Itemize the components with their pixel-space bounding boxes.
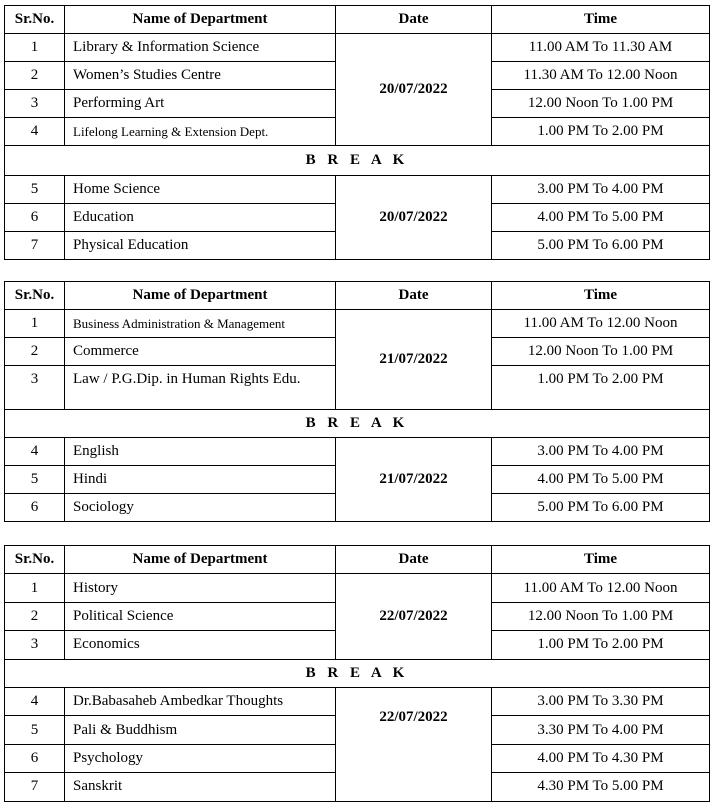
department-cell: Dr.Babasaheb Ambedkar Thoughts (65, 687, 336, 715)
table-row (5, 574, 710, 602)
table-row (5, 310, 710, 338)
time-cell: 3.30 PM To 4.00 PM (492, 716, 710, 744)
header-row (5, 6, 710, 34)
time-cell: 4.30 PM To 5.00 PM (492, 773, 710, 801)
break-row (5, 410, 710, 438)
header-time: Time (492, 6, 710, 34)
department-cell: Physical Education (65, 232, 336, 260)
table-row (5, 438, 710, 466)
department-cell: Sanskrit (65, 773, 336, 801)
department-cell: Psychology (65, 744, 336, 772)
time-cell: 12.00 Noon To 1.00 PM (492, 90, 710, 118)
department-cell: Performing Art (65, 90, 336, 118)
time-cell: 11.00 AM To 12.00 Noon (492, 310, 710, 338)
department-cell: Political Science (65, 602, 336, 630)
table-row (5, 176, 710, 204)
time-cell: 1.00 PM To 2.00 PM (492, 118, 710, 146)
header-row (5, 282, 710, 310)
header-department: Name of Department (65, 282, 336, 310)
department-cell: Economics (65, 631, 336, 659)
department-cell: Law / P.G.Dip. in Human Rights Edu. (65, 366, 336, 410)
date-cell: 20/07/2022 (336, 34, 492, 146)
sr-cell: 5 (5, 176, 65, 204)
time-cell: 4.00 PM To 4.30 PM (492, 744, 710, 772)
sr-cell: 1 (5, 34, 65, 62)
sr-cell: 6 (5, 204, 65, 232)
sr-cell: 2 (5, 62, 65, 90)
time-cell: 4.00 PM To 5.00 PM (492, 204, 710, 232)
header-sr: Sr.No. (5, 546, 65, 574)
sr-cell: 2 (5, 338, 65, 366)
date-cell: 22/07/2022 (336, 574, 492, 659)
sr-cell: 4 (5, 438, 65, 466)
department-cell: Pali & Buddhism (65, 716, 336, 744)
break-row (5, 659, 710, 687)
break-label: B R E A K (5, 146, 710, 176)
time-cell: 3.00 PM To 3.30 PM (492, 687, 710, 715)
table-row (5, 34, 710, 62)
sr-cell: 4 (5, 118, 65, 146)
department-cell: Sociology (65, 494, 336, 522)
sr-cell: 1 (5, 574, 65, 602)
sr-cell: 2 (5, 602, 65, 630)
department-cell: Hindi (65, 466, 336, 494)
schedule-table-day1 (4, 5, 710, 260)
date-cell: 20/07/2022 (336, 176, 492, 260)
time-cell: 1.00 PM To 2.00 PM (492, 631, 710, 659)
sr-cell: 7 (5, 773, 65, 801)
schedule-table-day3 (4, 545, 710, 802)
time-cell: 1.00 PM To 2.00 PM (492, 366, 710, 410)
sr-cell: 3 (5, 366, 65, 410)
header-time: Time (492, 282, 710, 310)
time-cell: 4.00 PM To 5.00 PM (492, 466, 710, 494)
sr-cell: 1 (5, 310, 65, 338)
sr-cell: 3 (5, 631, 65, 659)
date-cell: 21/07/2022 (336, 438, 492, 522)
header-time: Time (492, 546, 710, 574)
time-cell: 12.00 Noon To 1.00 PM (492, 338, 710, 366)
sr-cell: 4 (5, 687, 65, 715)
date-cell: 22/07/2022 (336, 687, 492, 801)
time-cell: 5.00 PM To 6.00 PM (492, 494, 710, 522)
header-date: Date (336, 282, 492, 310)
department-cell: Library & Information Science (65, 34, 336, 62)
sr-cell: 3 (5, 90, 65, 118)
header-row (5, 546, 710, 574)
header-sr: Sr.No. (5, 282, 65, 310)
header-date: Date (336, 6, 492, 34)
department-cell: History (65, 574, 336, 602)
break-row (5, 146, 710, 176)
department-cell: Women’s Studies Centre (65, 62, 336, 90)
time-cell: 12.00 Noon To 1.00 PM (492, 602, 710, 630)
header-date: Date (336, 546, 492, 574)
time-cell: 3.00 PM To 4.00 PM (492, 438, 710, 466)
table-row (5, 687, 710, 715)
department-cell: Home Science (65, 176, 336, 204)
time-cell: 11.30 AM To 12.00 Noon (492, 62, 710, 90)
schedule-table-day2 (4, 281, 710, 522)
sr-cell: 5 (5, 466, 65, 494)
department-cell: Commerce (65, 338, 336, 366)
date-cell: 21/07/2022 (336, 310, 492, 410)
department-cell: English (65, 438, 336, 466)
break-label: B R E A K (5, 410, 710, 438)
sr-cell: 6 (5, 494, 65, 522)
time-cell: 11.00 AM To 12.00 Noon (492, 574, 710, 602)
department-cell: Business Administration & Management (65, 310, 336, 338)
sr-cell: 5 (5, 716, 65, 744)
time-cell: 5.00 PM To 6.00 PM (492, 232, 710, 260)
sr-cell: 7 (5, 232, 65, 260)
break-label: B R E A K (5, 659, 710, 687)
time-cell: 3.00 PM To 4.00 PM (492, 176, 710, 204)
sr-cell: 6 (5, 744, 65, 772)
department-cell: Lifelong Learning & Extension Dept. (65, 118, 336, 146)
header-department: Name of Department (65, 6, 336, 34)
department-cell: Education (65, 204, 336, 232)
header-sr: Sr.No. (5, 6, 65, 34)
time-cell: 11.00 AM To 11.30 AM (492, 34, 710, 62)
header-department: Name of Department (65, 546, 336, 574)
